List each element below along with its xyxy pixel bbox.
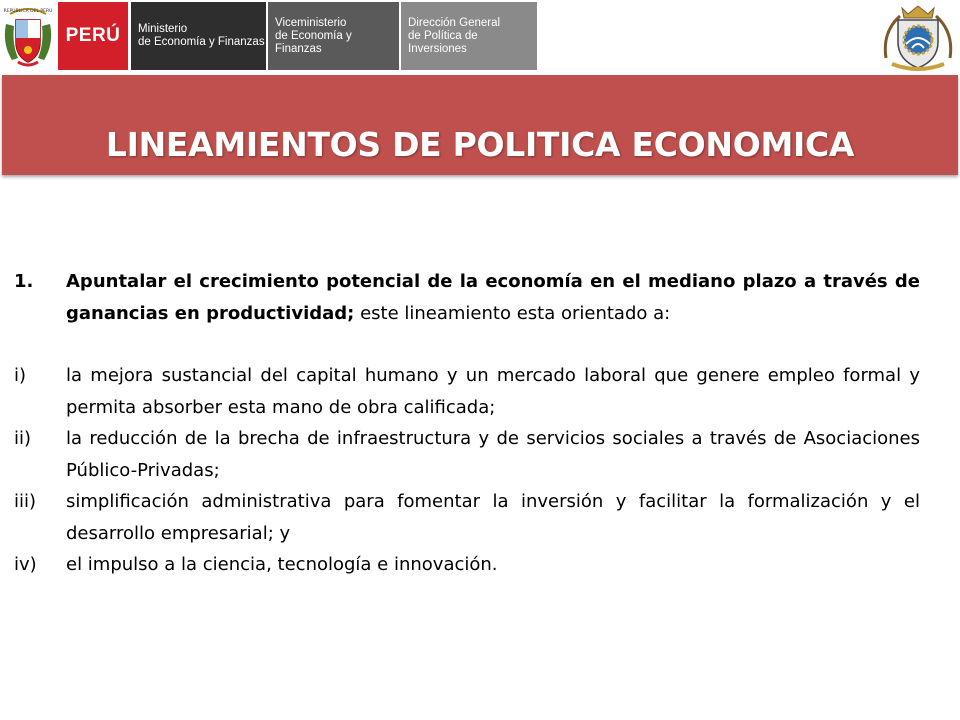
list-item-text: simplificación administrativa para fomentar la inversión y facilitar la formalización y el desarrollo empresarial; y <box>66 491 920 544</box>
main-point-bold-text: Apuntalar el crecimiento potencial de la economía en el mediano plazo a través de ganancias en productividad; <box>66 271 920 324</box>
institution-line2: de Economía y Finanzas <box>275 29 352 55</box>
institution-line2: de Economía y Finanzas <box>138 36 265 48</box>
institution-emblem-icon <box>882 2 954 72</box>
header-bar <box>0 0 960 72</box>
peru-coat-of-arms-icon <box>2 4 54 70</box>
list-item-marker: iv) <box>14 554 37 575</box>
list-item-text: la reducción de la brecha de infraestructura y de servicios sociales a través de Asociaciones Público-Privadas; <box>66 428 920 481</box>
institution-viceministerio <box>268 2 399 70</box>
list-item-marker: i) <box>14 365 27 386</box>
list-item-text: la mejora sustancial del capital humano y un mercado laboral que genere empleo formal y permita absorber esta mano de obra calificada; <box>66 365 920 418</box>
seal-text: REPÚBLICA DEL PERÚ <box>3 9 53 14</box>
main-point-normal-text: este lineamiento esta orientado a: <box>354 302 671 324</box>
list-item-text: el impulso a la ciencia, tecnología e innovación. <box>66 554 498 575</box>
page-title: LINEAMIENTOS DE POLITICA ECONOMICA <box>105 125 855 164</box>
list-item-marker: iii) <box>14 491 37 512</box>
peru-label: PERÚ <box>65 25 121 46</box>
institution-ministerio <box>131 2 266 70</box>
list-item <box>14 549 920 581</box>
institution-line1: Dirección General <box>408 16 501 29</box>
peru-logo <box>58 2 128 70</box>
list-item <box>14 360 920 423</box>
institution-line2: de Política de Inversiones <box>408 29 478 55</box>
institution-line1: Ministerio <box>138 23 188 35</box>
spacer <box>14 329 920 360</box>
institution-direccion-general <box>401 2 537 70</box>
main-point-text <box>66 266 920 329</box>
list-item-marker: ii) <box>14 428 32 449</box>
main-point <box>14 266 920 329</box>
institution-line1: Viceministerio <box>275 16 347 29</box>
list-item <box>14 486 920 549</box>
content-body <box>14 266 920 581</box>
list-item <box>14 423 920 486</box>
main-point-number: 1. <box>14 271 34 292</box>
title-banner <box>2 75 958 175</box>
